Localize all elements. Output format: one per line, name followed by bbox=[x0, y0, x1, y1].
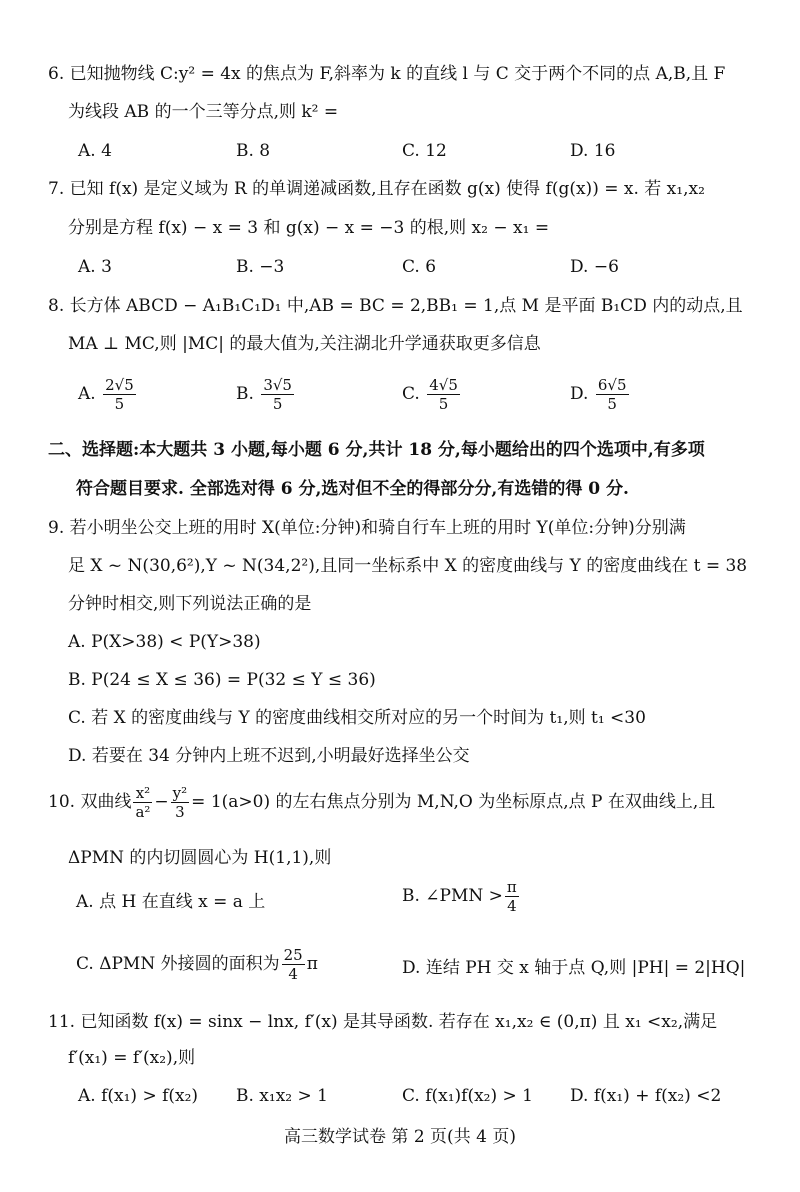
q10-suffix: = 1(a>0) 的左右焦点分别为 M,N,O 为坐标原点,点 P 在双曲线上,且 bbox=[191, 792, 716, 812]
q10-fraction-x-numerator: x² bbox=[133, 784, 152, 803]
q6-line1: 6. 已知抛物线 C:y² = 4x 的焦点为 F,斜率为 k 的直线 l 与 C 交于两个不同的点 A,B,且 F bbox=[48, 64, 726, 84]
q8-option-b-denominator: 5 bbox=[272, 395, 283, 413]
q11-option-a: A. f(x₁) > f(x₂) bbox=[78, 1086, 199, 1106]
section2-heading-line1: 二、选择题:本大题共 3 小题,每小题 6 分,共计 18 分,每小题给出的四个选项中,有多项 bbox=[48, 440, 705, 460]
q8-option-d-fraction bbox=[596, 376, 629, 413]
q10-fraction-y-denominator: 3 bbox=[175, 803, 185, 821]
q10-option-c bbox=[76, 946, 318, 983]
q8-line2: MA ⊥ MC,则 |MC| 的最大值为,关注湖北升学通获取更多信息 bbox=[68, 334, 541, 354]
q8-option-a-numerator: 2√5 bbox=[105, 376, 134, 394]
q8-option-b bbox=[236, 376, 296, 413]
q10-option-c-denominator: 4 bbox=[288, 965, 298, 983]
q10-fraction-x-denominator: a² bbox=[135, 803, 151, 821]
q8-option-c-numerator: 4√5 bbox=[429, 376, 458, 394]
q7-option-c: C. 6 bbox=[402, 257, 437, 277]
q6-line2: 为线段 AB 的一个三等分点,则 k² = bbox=[68, 102, 339, 122]
q10-option-a: A. 点 H 在直线 x = a 上 bbox=[76, 892, 266, 912]
q10-option-b-text: B. ∠PMN > bbox=[402, 886, 503, 906]
q8-option-c bbox=[402, 376, 462, 413]
q10-option-c-fraction bbox=[282, 946, 305, 983]
q10-fraction-y-numerator: y² bbox=[172, 784, 188, 802]
q7-line1: 7. 已知 f(x) 是定义域为 R 的单调递减函数,且存在函数 g(x) 使得 f(g(x)) = x. 若 x₁,x₂ bbox=[48, 179, 705, 199]
section2-heading-line2: 符合题目要求. 全部选对得 6 分,选对但不全的得部分分,有选错的得 0 分. bbox=[76, 479, 629, 499]
q6-option-d: D. 16 bbox=[570, 141, 616, 161]
q6-option-b: B. 8 bbox=[236, 141, 271, 161]
q8-option-a-denominator: 5 bbox=[114, 395, 125, 413]
q8-option-b-label: B. bbox=[236, 384, 254, 404]
q8-option-c-label: C. bbox=[402, 384, 420, 404]
q8-option-d-label: D. bbox=[570, 384, 589, 404]
q10-line2: ΔPMN 的内切圆圆心为 H(1,1),则 bbox=[68, 848, 332, 868]
q9-option-b: B. P(24 ≤ X ≤ 36) = P(32 ≤ Y ≤ 36) bbox=[68, 670, 376, 690]
q7-option-a: A. 3 bbox=[78, 257, 112, 277]
q7-line2: 分别是方程 f(x) − x = 3 和 g(x) − x = −3 的根,则 x₂ − x₁ = bbox=[68, 218, 550, 238]
q8-option-c-denominator: 5 bbox=[438, 395, 449, 413]
q8-option-c-fraction bbox=[427, 376, 460, 413]
q10-fraction-x bbox=[133, 784, 152, 821]
q9-line2: 足 X ~ N(30,6²),Y ~ N(34,2²),且同一坐标系中 X 的密度曲线与 Y 的密度曲线在 t = 38 bbox=[68, 556, 748, 576]
q9-line3: 分钟时相交,则下列说法正确的是 bbox=[68, 594, 312, 614]
q10-option-c-text: C. ΔPMN 外接圆的面积为 bbox=[76, 954, 280, 974]
q7-option-d: D. −6 bbox=[570, 257, 619, 277]
q8-line1: 8. 长方体 ABCD − A₁B₁C₁D₁ 中,AB = BC = 2,BB₁ = 1,点 M 是平面 B₁CD 内的动点,且 bbox=[48, 296, 743, 316]
q11-line1: 11. 已知函数 f(x) = sinx − lnx, f′(x) 是其导函数. 若存在 x₁,x₂ ∈ (0,π) 且 x₁ <x₂,满足 bbox=[48, 1012, 718, 1032]
q10-option-b-denominator: 4 bbox=[507, 897, 517, 915]
q11-option-b: B. x₁x₂ > 1 bbox=[236, 1086, 328, 1106]
q8-option-d-denominator: 5 bbox=[607, 395, 617, 413]
q11-option-c: C. f(x₁)f(x₂) > 1 bbox=[402, 1086, 533, 1106]
q8-option-d bbox=[570, 376, 631, 413]
page-footer: 高三数学试卷 第 2 页(共 4 页) bbox=[284, 1127, 516, 1147]
q10-option-d: D. 连结 PH 交 x 轴于点 Q,则 |PH| = 2|HQ| bbox=[402, 958, 746, 978]
q6-option-a: A. 4 bbox=[78, 141, 112, 161]
q11-option-d: D. f(x₁) + f(x₂) <2 bbox=[570, 1086, 722, 1106]
q10-option-c-pi: π bbox=[306, 954, 318, 974]
q9-line1: 9. 若小明坐公交上班的用时 X(单位:分钟)和骑自行车上班的用时 Y(单位:分钟)分别满 bbox=[48, 518, 686, 538]
q8-option-a bbox=[78, 376, 138, 413]
q10-prefix: 10. 双曲线 bbox=[48, 792, 132, 812]
q8-option-a-fraction bbox=[103, 376, 136, 413]
q10-fraction-y bbox=[171, 784, 190, 821]
q10-option-c-numerator: 25 bbox=[283, 946, 303, 964]
q10-option-b-numerator: π bbox=[506, 878, 517, 896]
q10-minus: − bbox=[154, 792, 169, 812]
q9-option-c: C. 若 X 的密度曲线与 Y 的密度曲线相交所对应的另一个时间为 t₁,则 t₁ <30 bbox=[68, 708, 646, 728]
q10-option-b bbox=[402, 878, 521, 915]
q9-option-d: D. 若要在 34 分钟内上班不迟到,小明最好选择坐公交 bbox=[68, 746, 470, 766]
q11-line2: f′(x₁) = f′(x₂),则 bbox=[68, 1048, 196, 1068]
q9-option-a: A. P(X>38) < P(Y>38) bbox=[68, 632, 261, 652]
q8-option-b-numerator: 3√5 bbox=[263, 376, 292, 394]
q7-option-b: B. −3 bbox=[236, 257, 285, 277]
q10-option-b-fraction bbox=[505, 878, 519, 915]
q8-option-a-label: A. bbox=[78, 384, 96, 404]
q10-line1 bbox=[48, 784, 715, 821]
q6-option-c: C. 12 bbox=[402, 141, 447, 161]
q8-option-b-fraction bbox=[261, 376, 294, 413]
q8-option-d-numerator: 6√5 bbox=[597, 376, 627, 394]
